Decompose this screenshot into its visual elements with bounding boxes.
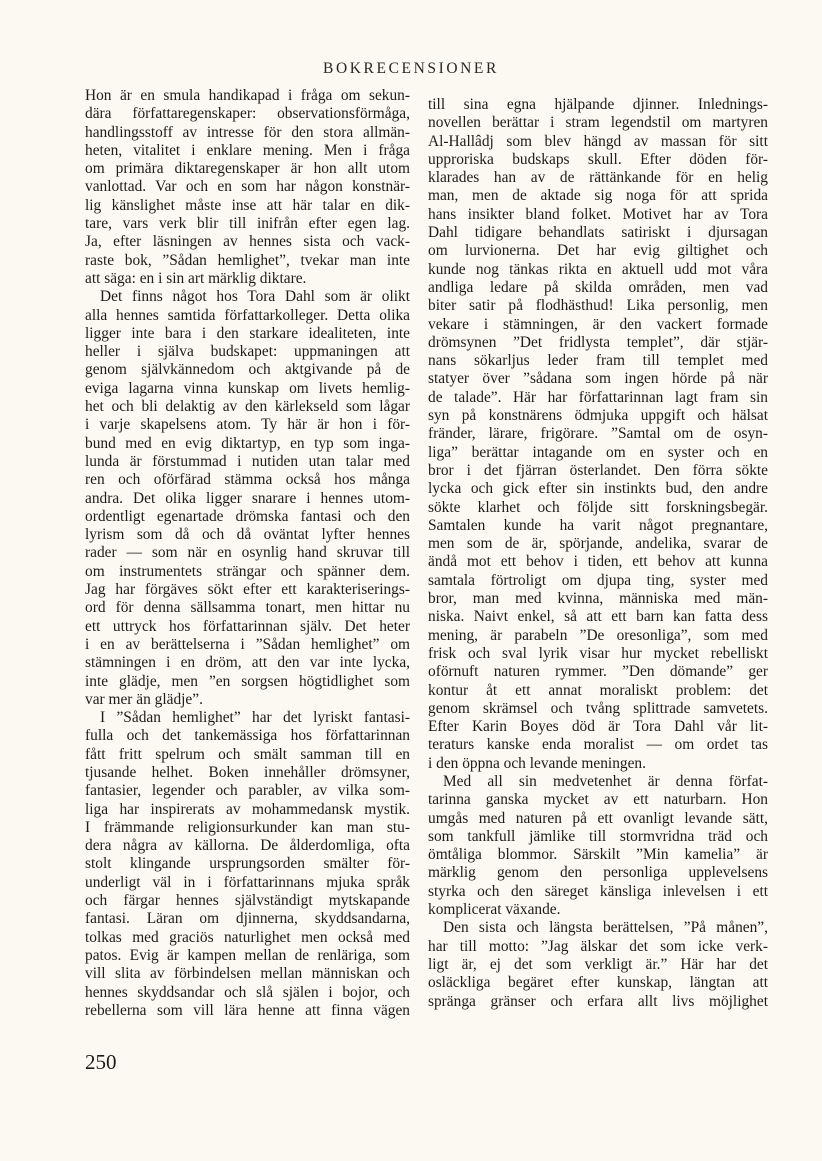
text-line: och färgar hennes självständigt mytskapande [85,892,410,910]
text-line: fulla och det tankemässiga hos författarinnan [85,727,410,745]
paragraph [428,96,768,773]
text-line: dära författaregenskaper: observationsförmåga, [85,105,410,123]
text-line: alla hennes samtida författarkolleger. Detta olika [85,306,410,324]
text-line: nans sökarljus leder fram till templet med [428,352,768,370]
running-header: BOKRECENSIONER [323,60,499,77]
text-line: sökte klarhet och följde sitt forskningsbegär. [428,498,768,516]
text-line: ett uttryck hos författarinnan själv. Det heter [85,617,410,635]
text-line: har till motto: ”Jag älskar det som icke verk- [428,937,768,955]
text-line: i den öppna och levande meningen. [428,754,646,772]
text-line: statyer över ”sådana som ingen hörde på när [428,370,768,388]
text-line: i varje skapelsens atom. Ty här är hon i för- [85,416,410,434]
text-line: mening, är parabeln ”De oresonliga”, som med [428,626,768,644]
text-line: ömtåliga blommor. Särskilt ”Min kamelia” är [428,846,768,864]
paragraph [428,919,768,1010]
text-line: ändå mot ett behov i tiden, ett behov att kunna [428,553,768,571]
text-line: rebellerna som vill lära henne att finna vägen [85,1001,410,1019]
text-line: rader — som när en osynlig hand skruvar till [85,544,410,562]
text-line: het och bli delaktig av den kärlekseld som lågar [85,398,410,416]
text-line: klarades han av de rättänkande för en helig [428,169,768,187]
text-line: ordentligt egenartade drömska fantasi och den [85,507,410,525]
text-line: var mer än glädje”. [85,690,203,708]
text-line: samtala förtroligt om djupa ting, syster med [428,571,768,589]
text-line: kontur åt ett annat moraliskt problem: det [428,681,768,699]
text-line: Samtalen kunde ha varit något pregnantare, [428,516,768,534]
text-line: heten, vitalitet i enklare mening. Men i fråga [85,141,410,159]
text-line: Dahl tidigare behandlats satiriskt i djursagan [428,224,768,242]
text-line: bror, man med kvinna, människa med män- [428,590,768,608]
paragraph [85,288,410,709]
text-line: bund med en evig diktartyp, en typ som inga- [85,434,410,452]
text-line: ren och oförfärad stämma också hos många [85,471,410,489]
text-line: osläckliga begäret efter kunskap, längtan att [428,974,768,992]
text-line: frisk och sval lyrik visar hur mycket rebelliskt [428,644,768,662]
text-line: vanlottad. Var och en som har någon konstnär- [85,178,410,196]
text-line: komplicerat växande. [428,901,561,919]
text-line: teraturs kanske enda moralist — om ordet tas [428,736,768,754]
text-line: genom självkännedom och aktgivande på de [85,361,410,379]
text-line: genom skrämsel och tvång splittrade samvetets. [428,699,768,717]
text-line: upproriska budskaps skull. Efter döden för- [428,150,768,168]
text-line: om instrumentets strängar och spänner dem. [85,562,410,580]
text-line: men som de är, spörjande, andelika, svarar de [428,535,768,553]
text-line: tolkas med graciös naturlighet men också med [85,928,410,946]
text-line: lyrism som då och då oväntat lyfter hennes [85,526,410,544]
text-line: hennes skyddsandar och slå själen i bojor, och [85,983,410,1001]
text-line: heller i själva budskapet: uppmaningen att [85,343,410,361]
text-line: styrka och den säreget känsliga inlevelsen i ett [428,882,768,900]
text-line: bror i det fjärran österlandet. Den förra sökte [428,461,768,479]
text-line: umgås med naturen på ett ovanligt levande sätt, [428,809,768,827]
text-line: fantasier, legender och parabler, av vilka som- [85,782,410,800]
text-line: ord för denna sällsamma tonart, men hittar nu [85,599,410,617]
text-line: de talade”. Här har författarinnan lagt fram sin [428,388,768,406]
text-line: Jag har förgäves sökt efter ett karakteriserings- [85,581,410,599]
text-line: Det finns något hos Tora Dahl som är olikt [100,288,410,306]
text-line: Efter Karin Boyes död är Tora Dahl vår lit- [428,718,768,736]
text-line: Med all sin medvetenhet är denna förfat- [443,772,768,790]
text-column-right [428,96,768,1011]
text-line: patos. Evig är kampen mellan de renläriga, som [85,946,410,964]
page-number: 250 [85,1050,117,1074]
text-line: lycka och gick efter sin instinkts bud, den andre [428,480,768,498]
paragraph [428,773,768,919]
text-line: I främmande religionsurkunder kan man stu- [85,818,410,836]
text-column-left [85,87,410,1020]
text-line: tare, vars verk blir till inifrån efter egen lag. [85,215,410,233]
text-line: hans insikter bland folket. Motivet har av Tora [428,205,768,223]
paragraph [85,87,410,288]
text-line: kunde nog tänkas rikta en aktuell udd mot våra [428,260,768,278]
text-line: niska. Naivt enkel, så att ett barn kan fatta dess [428,608,768,626]
text-line: man, men de aktade sig noga för att sprida [428,187,768,205]
text-line: fantasi. Läran om djinnerna, skyddsandarna, [85,910,410,928]
text-line: till sina egna hjälpande djinner. Inlednings- [428,96,768,113]
text-line: underligt väl in i författarinnans mjuka språk [85,873,410,891]
text-line: fränder, lärare, frigörare. ”Samtal om de osyn- [428,425,768,443]
text-line: som tankfull jämlike till stormvridna träd och [428,827,768,845]
text-line: raste bok, ”Sådan hemlighet”, tvekar man inte [85,251,410,269]
text-line: fått fritt spelrum och smält samman till en [85,745,410,763]
text-line: Ja, efter läsningen av hennes sista och vack- [85,233,410,251]
text-line: Hon är en smula handikapad i fråga om sekun- [85,87,410,104]
text-line: märklig genom den personliga upplevelsens [428,864,768,882]
text-line: oförnuft naturen rymmer. ”Den dömande” ger [428,663,768,681]
text-line: Al-Hallâdj som blev hängd av massan för sitt [428,132,768,150]
text-line: stämningen i en dröm, att den var inte lycka, [85,654,410,672]
text-line: lunda är förstummad i nutiden utan talar med [85,452,410,470]
text-line: biter satir på flodhästhud! Lika personlig, men [428,297,768,315]
text-line: om lurvionerna. Det har evig giltighet och [428,242,768,260]
text-line: andra. Det olika ligger snarare i hennes utom- [85,489,410,507]
text-line: dera några av källorna. De ålderdomliga, ofta [85,837,410,855]
text-line: att säga: en i sin art märklig diktare. [85,269,307,287]
text-line: andliga ledare på skilda områden, men vad [428,278,768,296]
text-line: ligger inte bara i den starkare idealiteten, inte [85,324,410,342]
text-line: tjusande helhet. Boken innehåller drömsyner, [85,763,410,781]
text-line: handlingsstoff av intresse för den stora allmän- [85,123,410,141]
text-line: liga har inspirerats av mohammedansk mystik. [85,800,410,818]
text-line: i en av berättelserna i ”Sådan hemlighet” om [85,635,410,653]
text-line: vill slita av förbindelsen mellan människan och [85,965,410,983]
text-line: tarinna ganska mycket av ett naturbarn. Hon [428,791,768,809]
paragraph [85,709,410,1020]
text-line: drömsynen ”Det fridlysta templet”, där stjär- [428,333,768,351]
text-line: syn på konstnärens ödmjuka uppgift och hälsat [428,407,768,425]
text-line: I ”Sådan hemlighet” har det lyriskt fantasi- [100,709,410,727]
text-line: liga” berättar intagande om en syster och en [428,443,768,461]
text-line: Den sista och längsta berättelsen, ”På månen”, [443,919,768,937]
text-line: lig känslighet måste inse att här talar en dik- [85,196,410,214]
text-line: novellen berättar i stram legendstil om martyren [428,114,768,132]
text-line: ligt är, ej det som verkligt är.” Här har det [428,955,768,973]
text-line: om primära diktaregenskaper är hon allt utom [85,160,410,178]
text-line: vekare i stämningen, är den vackert formade [428,315,768,333]
text-line: stolt klingande ursprungsorden smälter för- [85,855,410,873]
text-line: eviga lagarna vinna kunskap om livets hemlig- [85,379,410,397]
text-line: spränga gränser och erfara allt livs möjlighet [428,992,768,1010]
text-line: inte glädje, men ”en sorgsen högtidlighet som [85,672,410,690]
